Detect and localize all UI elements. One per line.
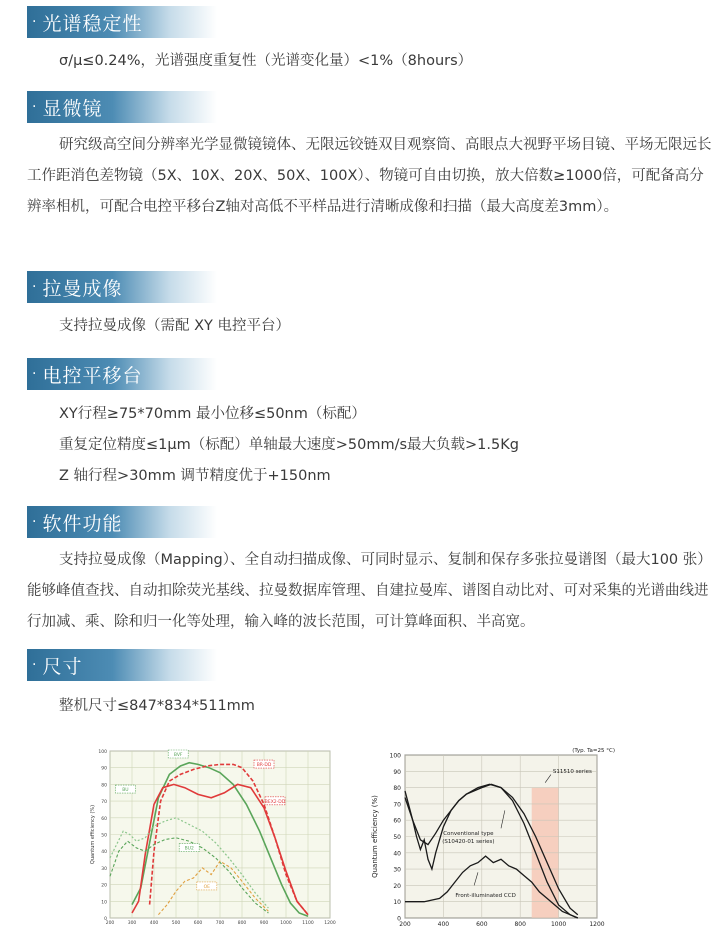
x-tick-label: 300 (127, 921, 137, 926)
x-tick-label: 500 (171, 921, 181, 926)
y-tick-label: 50 (393, 834, 401, 841)
heading-title: 显微镜 (42, 97, 103, 120)
heading-title: 拉曼成像 (42, 277, 123, 300)
x-tick-label: 1200 (324, 921, 336, 926)
raman-line-1: 支持拉曼成像（需配 XY 电控平台） (59, 318, 291, 334)
label-oe: OE (203, 884, 210, 890)
x-tick-label: 400 (437, 921, 450, 928)
y-tick-label: 60 (101, 816, 107, 822)
section-heading-stability (27, 6, 217, 38)
y-tick-label: 20 (393, 882, 401, 890)
label-conventional: Conventional type (443, 830, 494, 837)
y-tick-label: 50 (101, 833, 107, 839)
y-tick-label: 10 (101, 900, 107, 906)
x-tick-label: 1000 (550, 921, 567, 928)
chart-note: (Typ. Ta=25 °C) (572, 748, 615, 754)
stability-line-1: σ/μ≤0.24%，光谱强度重复性（光谱变化量）<1%（8hours） (59, 53, 473, 69)
y-tick-label: 20 (101, 883, 107, 889)
label-bex2-dd: BEX2-DD (264, 799, 286, 805)
y-tick-label: 30 (393, 866, 401, 874)
label-br-dd: BR-DD (256, 763, 272, 769)
y-tick-label: 40 (393, 850, 401, 858)
x-tick-label: 800 (237, 921, 247, 926)
section-heading-size (27, 649, 217, 681)
heading-bullet: · (32, 657, 37, 673)
label-bvf: BVF (173, 753, 183, 759)
y-tick-label: 30 (101, 866, 107, 872)
section-heading-microscope (27, 91, 217, 123)
label-s11510: S11510 series (552, 768, 592, 775)
x-tick-label: 900 (259, 921, 269, 926)
x-tick-label: 400 (149, 921, 159, 926)
section-heading-software (27, 506, 217, 538)
x-tick-label: 700 (215, 921, 225, 926)
y-tick-label: 70 (101, 800, 107, 806)
heading-bullet: · (32, 14, 37, 30)
x-tick-label: 200 (399, 921, 411, 928)
stage-line-1: XY行程≥75*70mm 最小位移≤50nm（标配） (59, 406, 366, 422)
label-bu: BU (122, 788, 129, 794)
y-tick-label: 100 (98, 750, 107, 755)
heading-title: 软件功能 (42, 512, 123, 535)
qe-chart-right (365, 743, 620, 928)
label-conventional-series: (S10420-01 series) (442, 839, 495, 846)
qe-chart-left (85, 743, 340, 926)
y-tick-label: 0 (104, 917, 107, 922)
stage-line-3: Z 轴行程>30mm 调节精度优于+150nm (59, 468, 331, 484)
x-tick-label: 600 (476, 921, 488, 928)
size-line-1: 整机尺寸≤847*834*511mm (59, 698, 255, 714)
section-heading-raman (27, 271, 217, 303)
heading-title: 尺寸 (42, 655, 83, 678)
y-tick-label: 90 (393, 768, 401, 776)
y-tick-label: 90 (101, 766, 107, 772)
y-axis-label: Quantum efficiency (%) (90, 804, 96, 865)
y-tick-label: 10 (393, 899, 401, 907)
y-tick-label: 70 (393, 801, 401, 809)
y-axis-label: Quantum efficiency (%) (371, 795, 379, 878)
heading-bullet: · (32, 366, 37, 382)
label-front-ccd: Front-illuminated CCD (455, 892, 516, 899)
x-tick-label: 1200 (589, 921, 605, 928)
y-tick-label: 100 (389, 752, 401, 760)
stage-line-2: 重复定位精度≤1μm（标配）单轴最大速度>50mm/s最大负载>1.5Kg (59, 437, 519, 453)
heading-title: 光谱稳定性 (42, 12, 143, 35)
x-tick-label: 1100 (302, 921, 314, 926)
y-tick-label: 60 (393, 817, 401, 825)
heading-bullet: · (32, 99, 37, 115)
heading-title: 电控平移台 (42, 364, 143, 387)
y-tick-label: 80 (393, 785, 401, 793)
x-tick-label: 800 (514, 921, 526, 928)
y-tick-label: 0 (397, 915, 401, 923)
microscope-paragraph: 研究级高空间分辨率光学显微镜镜体、无限远铰链双目观察筒、高眼点大视野平场目镜、平场无限远长工作距消色差物镜（5X、10X、20X、50X、100X）、物镜可自由切换，放大倍数≥1000倍，可配备高分辨率相机，可配合电控平移台Z轴对高低不平样品进行清晰成像和扫描（最大高度差3mm）。 (27, 137, 712, 215)
heading-bullet: · (32, 279, 37, 295)
heading-bullet: · (32, 514, 37, 530)
x-tick-label: 1000 (280, 921, 292, 926)
label-bu2: BU2 (184, 846, 194, 852)
section-heading-stage (27, 358, 217, 390)
y-tick-label: 80 (101, 783, 107, 789)
x-tick-label: 600 (193, 921, 203, 926)
x-tick-label: 200 (105, 921, 115, 926)
software-paragraph: 支持拉曼成像（Mapping）、全自动扫描成像、可同时显示、复制和保存多张拉曼谱图（最大100 张）能够峰值查找、自动扣除荧光基线、拉曼数据库管理、自建拉曼库、谱图自动比对、可对采集的光谱曲线进行加减、乘、除和归一化等处理，输入峰的波长范围，可计算峰面积、半高宽。 (27, 552, 712, 630)
y-tick-label: 40 (101, 850, 107, 856)
